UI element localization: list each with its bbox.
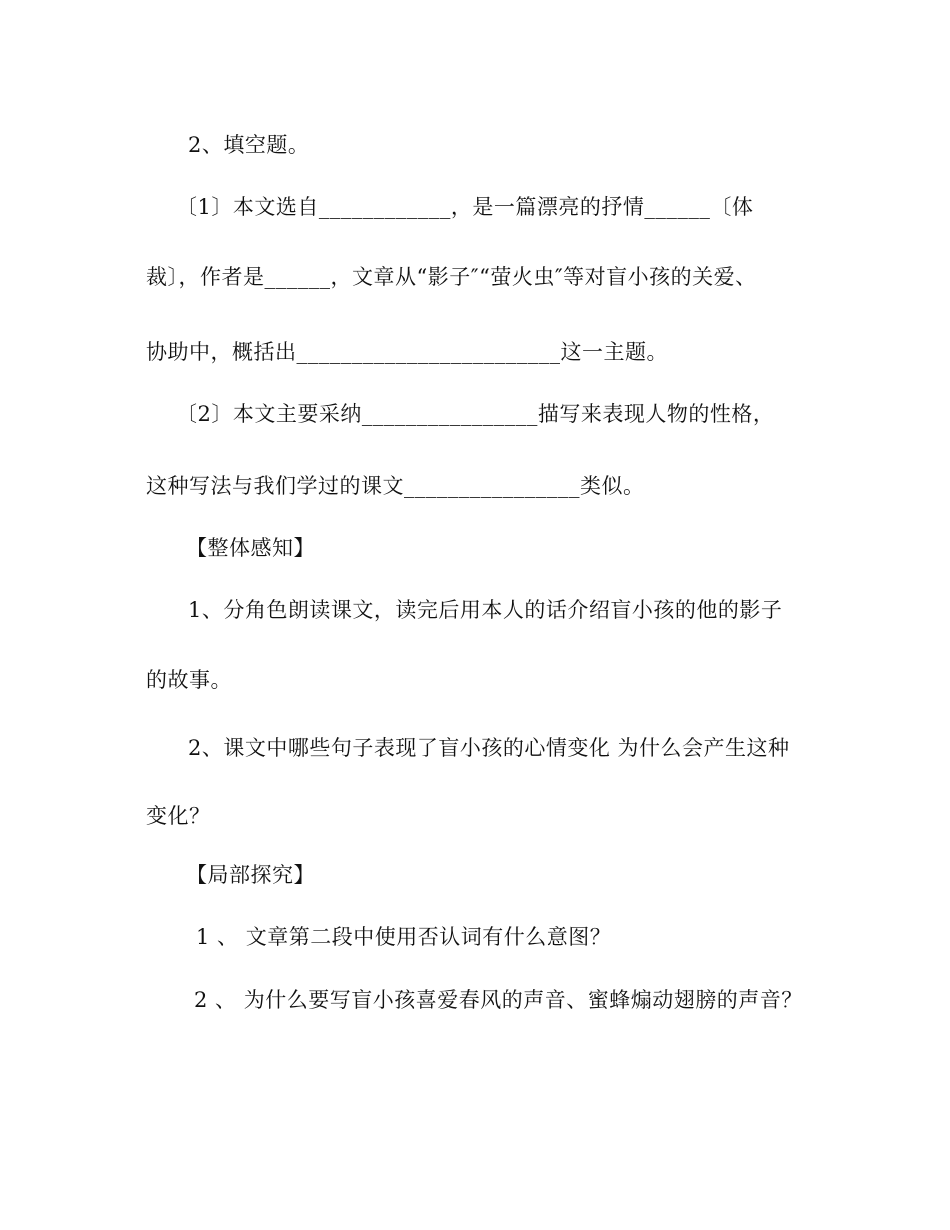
overall-q1-line2: 的故事。 xyxy=(146,668,232,692)
local-q1: 1 、 文章第二段中使用否认词有什么意图？ xyxy=(196,925,612,949)
overall-q2-line1: 2、课文中哪些句子表现了盲小孩的心情变化 为什么会产生这种 xyxy=(188,736,790,760)
overall-heading: 【整体感知】 xyxy=(186,536,315,560)
overall-q1-line1: 1、分角色朗读课文，读完后用本人的话介绍盲小孩的他的影子 xyxy=(188,598,783,622)
overall-q2-line2: 变化？ xyxy=(146,804,211,828)
fill-in-q1-line2: 裁〕，作者是______，文章从“影子″“萤火虫″等对盲小孩的关爱、 xyxy=(146,265,757,289)
fill-in-q1-line3: 协助中，概括出________________________这一主题。 xyxy=(146,340,668,364)
fill-in-q1-line1: 〔1〕本文选自____________，是一篇漂亮的抒情______〔体 xyxy=(176,195,754,219)
fill-in-heading: 2、填空题。 xyxy=(188,133,310,157)
local-heading: 【局部探究】 xyxy=(186,863,315,887)
fill-in-q2-line1: 〔2〕本文主要采纳________________描写来表现人物的性格， xyxy=(176,402,775,426)
fill-in-q2-line2: 这种写法与我们学过的课文________________类似。 xyxy=(146,474,645,498)
local-q2: 2 、 为什么要写盲小孩喜爱春风的声音、蜜蜂煽动翅膀的声音？ xyxy=(194,988,803,1012)
